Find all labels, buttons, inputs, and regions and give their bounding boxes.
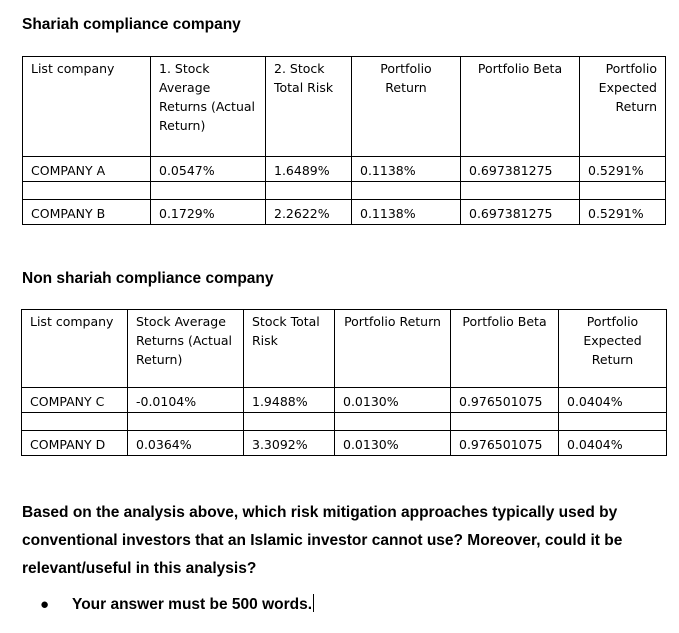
header-portfolio-return: Portfolio Return (352, 57, 461, 157)
cell-stock-total-risk: 1.9488% (244, 388, 335, 413)
non-shariah-table (21, 309, 667, 456)
cell-stock-average-return: -0.0104% (128, 388, 244, 413)
table-header-row (23, 57, 666, 157)
cell-stock-average-return: 0.0364% (128, 431, 244, 456)
cell-stock-total-risk: 1.6489% (266, 157, 352, 182)
cell-portfolio-expected-return: 0.5291% (580, 157, 666, 182)
header-list-company: List company (22, 310, 128, 388)
cell-portfolio-beta: 0.976501075 (451, 388, 559, 413)
header-portfolio-expected-return: Portfolio Expected Return (559, 310, 667, 388)
cell-company: COMPANY D (22, 431, 128, 456)
header-stock-average-returns: Stock Average Returns (Actual Return) (128, 310, 244, 388)
table-spacer-row (23, 182, 666, 200)
cell-stock-total-risk: 2.2622% (266, 200, 352, 225)
table-spacer-row (22, 413, 667, 431)
header-portfolio-return: Portfolio Return (335, 310, 451, 388)
table-header-row (22, 310, 667, 388)
cell-stock-average-return: 0.1729% (151, 200, 266, 225)
header-stock-average-returns: 1. Stock Average Returns (Actual Return) (151, 57, 266, 157)
bullet-item (40, 594, 314, 614)
cell-portfolio-return: 0.1138% (352, 157, 461, 182)
header-portfolio-beta: Portfolio Beta (451, 310, 559, 388)
header-portfolio-beta: Portfolio Beta (461, 57, 580, 157)
cell-portfolio-beta: 0.697381275 (461, 157, 580, 182)
bullet-text[interactable]: Your answer must be 500 words. (72, 596, 313, 613)
table-row (23, 200, 666, 225)
cell-portfolio-beta: 0.976501075 (451, 431, 559, 456)
section-title-shariah: Shariah compliance company (22, 16, 241, 33)
cell-portfolio-expected-return: 0.0404% (559, 388, 667, 413)
cell-portfolio-return: 0.1138% (352, 200, 461, 225)
header-list-company: List company (23, 57, 151, 157)
question-paragraph: Based on the analysis above, which risk mitigation approaches typically used by conventional investors that an Islamic investor cannot use? Moreover, could it be relevant/useful in this analysis? (22, 504, 623, 577)
bullet-icon: ● (40, 596, 50, 613)
cell-stock-total-risk: 3.3092% (244, 431, 335, 456)
cell-portfolio-return: 0.0130% (335, 388, 451, 413)
cell-portfolio-return: 0.0130% (335, 431, 451, 456)
section-title-non-shariah: Non shariah compliance company (22, 270, 274, 287)
text-cursor (313, 594, 314, 612)
header-stock-total-risk: Stock Total Risk (244, 310, 335, 388)
cell-company: COMPANY B (23, 200, 151, 225)
cell-company: COMPANY A (23, 157, 151, 182)
cell-portfolio-expected-return: 0.5291% (580, 200, 666, 225)
table-row (22, 388, 667, 413)
cell-company: COMPANY C (22, 388, 128, 413)
header-stock-total-risk: 2. Stock Total Risk (266, 57, 352, 157)
table-row (23, 157, 666, 182)
header-portfolio-expected-return: Portfolio Expected Return (580, 57, 666, 157)
cell-portfolio-expected-return: 0.0404% (559, 431, 667, 456)
table-row (22, 431, 667, 456)
cell-portfolio-beta: 0.697381275 (461, 200, 580, 225)
cell-stock-average-return: 0.0547% (151, 157, 266, 182)
shariah-table (22, 56, 666, 225)
